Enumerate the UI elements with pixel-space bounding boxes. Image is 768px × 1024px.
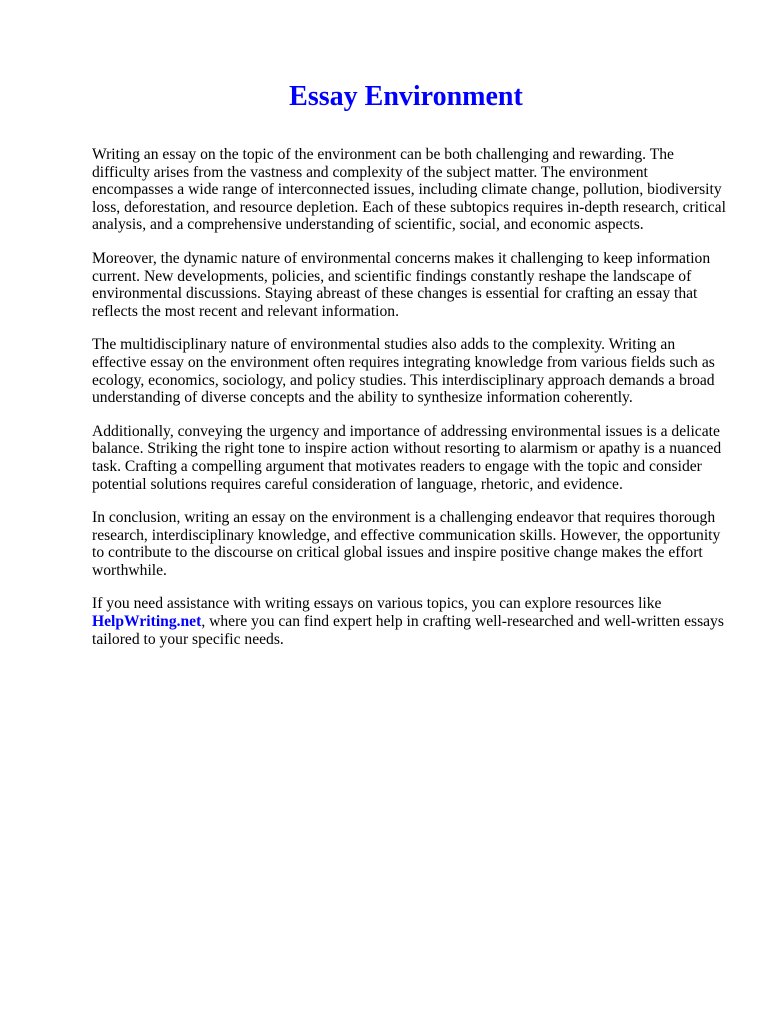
text-line: In conclusion, writing an essay on the environment is a challenging endeavor that requires thorough [92,509,716,527]
text-line: tailored to your specific needs. [92,630,284,648]
text-line: Writing an essay on the topic of the environment can be both challenging and rewarding. The [92,146,674,163]
text-line-with-link [92,613,732,631]
document-body [92,146,732,664]
text-line: If you need assistance with writing essays on various topics, you can explore resources like [92,595,662,613]
text-line: The multidisciplinary nature of environmental studies also adds to the complexity. Writing an [92,336,676,354]
text-line: loss, deforestation, and resource depletion. Each of these subtopics requires in-depth research, critical [92,198,726,216]
text-line: reflects the most recent and relevant information. [92,302,399,320]
paragraph-multidisciplinary [92,336,732,406]
text-line: effective essay on the environment often requires integrating knowledge from various fields such as [92,353,715,371]
text-line: analysis, and a comprehensive understanding of scientific, social, and economic aspects. [92,216,644,234]
text-line: task. Crafting a compelling argument that motivates readers to engage with the topic and consider [92,457,702,475]
text-line: current. New developments, policies, and scientific findings constantly reshape the landscape of [92,267,692,285]
document-title: Essay Environment [289,81,523,112]
text-line: understanding of diverse concepts and the ability to synthesize information coherently. [92,389,633,407]
paragraph-urgency [92,423,732,493]
text-line: balance. Striking the right tone to inspire action without resorting to alarmism or apathy is a nuanced [92,440,722,458]
paragraph-conclusion [92,509,732,579]
text-line: Additionally, conveying the urgency and importance of addressing environmental issues is a delicate [92,422,720,440]
text-line: worthwhile. [92,561,167,579]
paragraph-closing [92,595,732,648]
text-line: difficulty arises from the vastness and complexity of the subject matter. The environment [92,163,648,181]
text-line: to contribute to the discourse on critical global issues and inspire positive change makes the effort [92,544,703,562]
text-line: encompasses a wide range of interconnected issues, including climate change, pollution, biodiversity [92,181,722,199]
text-line: environmental discussions. Staying abreast of these changes is essential for crafting an essay that [92,285,698,303]
paragraph-intro [92,146,732,234]
text-after-link: , where you can find expert help in crafting well-researched and well-written essays [201,613,724,631]
text-line: research, interdisciplinary knowledge, and effective communication skills. However, the opportunity [92,526,721,544]
text-line: Moreover, the dynamic nature of environmental concerns makes it challenging to keep information [92,249,711,267]
text-line: ecology, economics, sociology, and policy studies. This interdisciplinary approach demands a broad [92,371,715,389]
helpwriting-link[interactable]: HelpWriting.net [92,613,202,631]
paragraph-dynamic-nature [92,250,732,320]
text-line: potential solutions requires careful consideration of language, rhetoric, and evidence. [92,475,623,493]
